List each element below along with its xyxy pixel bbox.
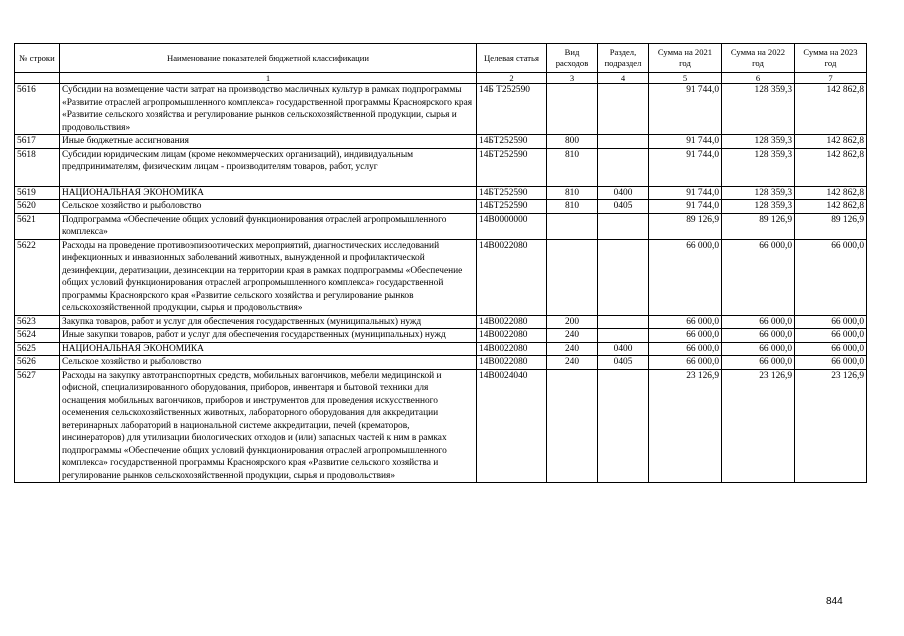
row-sum-2022: 66 000,0 — [722, 342, 795, 356]
row-sum-2021: 89 126,9 — [649, 213, 722, 239]
row-expense-type: 810 — [547, 148, 598, 186]
row-sum-2023: 89 126,9 — [795, 213, 867, 239]
row-target: 14Б Т252590 — [477, 84, 547, 135]
row-target: 14В0000000 — [477, 213, 547, 239]
row-sum-2023: 66 000,0 — [795, 239, 867, 315]
row-name: Расходы на закупку автотранспортных средств, мобильных вагончиков, мебели медицинской и офисной, специализированного оборудования, приборов, инвентаря и бытовой техники для оснащения мобильных вагончиков, приборов и инструментов для проведения искусственного осеменения сельскохозяйственных животных, лабораторного оборудования для аккредитации ветеринарных лабораторий в национальной системе аккредитации, печей (крематоров, инсинераторов) для утилизации биологических отходов и (или) запасных частей к ним в рамках подпрограммы «Обеспечение общих условий функционирования отраслей агропромышленного комплекса» государственной программы Красноярского края «Развитие сельского хозяйства и регулирование рынков сельскохозяйственной продукции, сырья и продовольствия» — [60, 369, 477, 483]
table-row — [15, 84, 867, 135]
row-target: 14БТ252590 — [477, 186, 547, 200]
row-target: 14В0022080 — [477, 356, 547, 370]
row-number: 5620 — [15, 200, 60, 214]
row-name: Подпрограмма «Обеспечение общих условий функционирования отраслей агропромышленного комплекса» — [60, 213, 477, 239]
row-number: 5626 — [15, 356, 60, 370]
table-row — [15, 342, 867, 356]
table-row — [15, 148, 867, 186]
row-sum-2023: 66 000,0 — [795, 342, 867, 356]
row-sum-2021: 91 744,0 — [649, 135, 722, 149]
row-target: 14БТ252590 — [477, 200, 547, 214]
row-sum-2023: 142 862,8 — [795, 200, 867, 214]
row-number: 5624 — [15, 329, 60, 343]
row-sum-2021: 66 000,0 — [649, 315, 722, 329]
row-sum-2021: 66 000,0 — [649, 239, 722, 315]
column-number-row — [15, 73, 867, 84]
table-row — [15, 239, 867, 315]
table-row — [15, 200, 867, 214]
row-target: 14В0022080 — [477, 342, 547, 356]
row-number: 5627 — [15, 369, 60, 483]
row-sum-2023: 142 862,8 — [795, 84, 867, 135]
table-row — [15, 186, 867, 200]
row-name: Иные закупки товаров, работ и услуг для обеспечения государственных (муниципальных) нужд — [60, 329, 477, 343]
row-target: 14В0022080 — [477, 315, 547, 329]
row-sum-2023: 142 862,8 — [795, 148, 867, 186]
row-section — [598, 84, 649, 135]
table-row — [15, 369, 867, 483]
row-number: 5616 — [15, 84, 60, 135]
row-name: Иные бюджетные ассигнования — [60, 135, 477, 149]
row-section: 0400 — [598, 186, 649, 200]
row-expense-type — [547, 369, 598, 483]
column-number — [15, 73, 60, 84]
row-sum-2021: 91 744,0 — [649, 84, 722, 135]
page-number: 844 — [826, 596, 843, 607]
row-name: Расходы на проведение противоэпизоотических мероприятий, диагностических исследований инфекционных и инвазионных заболеваний животных, вынужденной и профилактической дезинфекции, дератизации, дезинсекции на территории края в рамках подпрограммы «Обеспечение общих условий функционирования отраслей агропромышленного комплекса» государственной программы Красноярского края «Развитие сельского хозяйства и регулирование рынков сельскохозяйственной продукции, сырья и продовольствия» — [60, 239, 477, 315]
table-row — [15, 329, 867, 343]
row-number: 5623 — [15, 315, 60, 329]
row-number: 5622 — [15, 239, 60, 315]
column-number: 3 — [547, 73, 598, 84]
header-expense-type: Вид расходов — [547, 44, 598, 73]
row-sum-2022: 66 000,0 — [722, 356, 795, 370]
row-sum-2022: 23 126,9 — [722, 369, 795, 483]
row-expense-type — [547, 84, 598, 135]
row-expense-type: 240 — [547, 329, 598, 343]
row-sum-2023: 66 000,0 — [795, 315, 867, 329]
row-section: 0400 — [598, 342, 649, 356]
row-sum-2023: 142 862,8 — [795, 186, 867, 200]
row-name: Субсидии на возмещение части затрат на производство масличных культур в рамках подпрограммы «Развитие отраслей агропромышленного комплекса» государственной программы Красноярского края «Развитие сельского хозяйства и регулирование рынков сельскохозяйственной продукции, сырья и продовольствия» — [60, 84, 477, 135]
row-sum-2023: 66 000,0 — [795, 356, 867, 370]
row-section: 0405 — [598, 356, 649, 370]
row-sum-2022: 89 126,9 — [722, 213, 795, 239]
budget-table — [14, 43, 867, 483]
row-section: 0405 — [598, 200, 649, 214]
row-number: 5621 — [15, 213, 60, 239]
row-expense-type: 240 — [547, 356, 598, 370]
row-sum-2021: 66 000,0 — [649, 356, 722, 370]
table-row — [15, 356, 867, 370]
column-number: 7 — [795, 73, 867, 84]
row-target: 14В0024040 — [477, 369, 547, 483]
row-name: Сельское хозяйство и рыболовство — [60, 200, 477, 214]
row-name: Закупка товаров, работ и услуг для обеспечения государственных (муниципальных) нужд — [60, 315, 477, 329]
row-section — [598, 239, 649, 315]
row-section — [598, 135, 649, 149]
row-expense-type — [547, 239, 598, 315]
header-row — [15, 44, 867, 73]
row-expense-type: 200 — [547, 315, 598, 329]
row-expense-type — [547, 213, 598, 239]
header-sum-2021: Сумма на 2021 год — [649, 44, 722, 73]
header-sum-2023: Сумма на 2023 год — [795, 44, 867, 73]
column-number: 5 — [649, 73, 722, 84]
row-sum-2022: 128 359,3 — [722, 186, 795, 200]
row-number: 5619 — [15, 186, 60, 200]
row-expense-type: 810 — [547, 200, 598, 214]
row-number: 5617 — [15, 135, 60, 149]
row-sum-2021: 66 000,0 — [649, 329, 722, 343]
row-target: 14В0022080 — [477, 239, 547, 315]
row-sum-2021: 66 000,0 — [649, 342, 722, 356]
row-sum-2021: 91 744,0 — [649, 200, 722, 214]
row-sum-2022: 128 359,3 — [722, 84, 795, 135]
row-sum-2022: 128 359,3 — [722, 148, 795, 186]
row-target: 14БТ252590 — [477, 135, 547, 149]
row-sum-2021: 91 744,0 — [649, 148, 722, 186]
row-section — [598, 329, 649, 343]
row-sum-2022: 128 359,3 — [722, 135, 795, 149]
table-row — [15, 213, 867, 239]
row-name: Субсидии юридическим лицам (кроме некоммерческих организаций), индивидуальным предпринимателям, физическим лицам - производителям товаров, работ, услуг — [60, 148, 477, 186]
row-section — [598, 315, 649, 329]
row-target: 14В0022080 — [477, 329, 547, 343]
row-number: 5625 — [15, 342, 60, 356]
header-name: Наименование показателей бюджетной классификации — [60, 44, 477, 73]
row-section — [598, 369, 649, 483]
row-sum-2021: 91 744,0 — [649, 186, 722, 200]
row-sum-2022: 66 000,0 — [722, 329, 795, 343]
row-sum-2023: 142 862,8 — [795, 135, 867, 149]
row-sum-2021: 23 126,9 — [649, 369, 722, 483]
table-row — [15, 315, 867, 329]
header-sum-2022: Сумма на 2022 год — [722, 44, 795, 73]
row-target: 14БТ252590 — [477, 148, 547, 186]
column-number: 4 — [598, 73, 649, 84]
row-name: Сельское хозяйство и рыболовство — [60, 356, 477, 370]
row-number: 5618 — [15, 148, 60, 186]
row-sum-2022: 128 359,3 — [722, 200, 795, 214]
row-expense-type: 800 — [547, 135, 598, 149]
column-number: 2 — [477, 73, 547, 84]
table-row — [15, 135, 867, 149]
header-target: Целевая статья — [477, 44, 547, 73]
row-sum-2022: 66 000,0 — [722, 315, 795, 329]
row-section — [598, 213, 649, 239]
row-name: НАЦИОНАЛЬНАЯ ЭКОНОМИКА — [60, 342, 477, 356]
row-expense-type: 240 — [547, 342, 598, 356]
row-sum-2023: 66 000,0 — [795, 329, 867, 343]
row-sum-2022: 66 000,0 — [722, 239, 795, 315]
column-number: 6 — [722, 73, 795, 84]
header-row-no: № строки — [15, 44, 60, 73]
header-section: Раздел, подраздел — [598, 44, 649, 73]
row-expense-type: 810 — [547, 186, 598, 200]
row-sum-2023: 23 126,9 — [795, 369, 867, 483]
column-number: 1 — [60, 73, 477, 84]
row-name: НАЦИОНАЛЬНАЯ ЭКОНОМИКА — [60, 186, 477, 200]
row-section — [598, 148, 649, 186]
